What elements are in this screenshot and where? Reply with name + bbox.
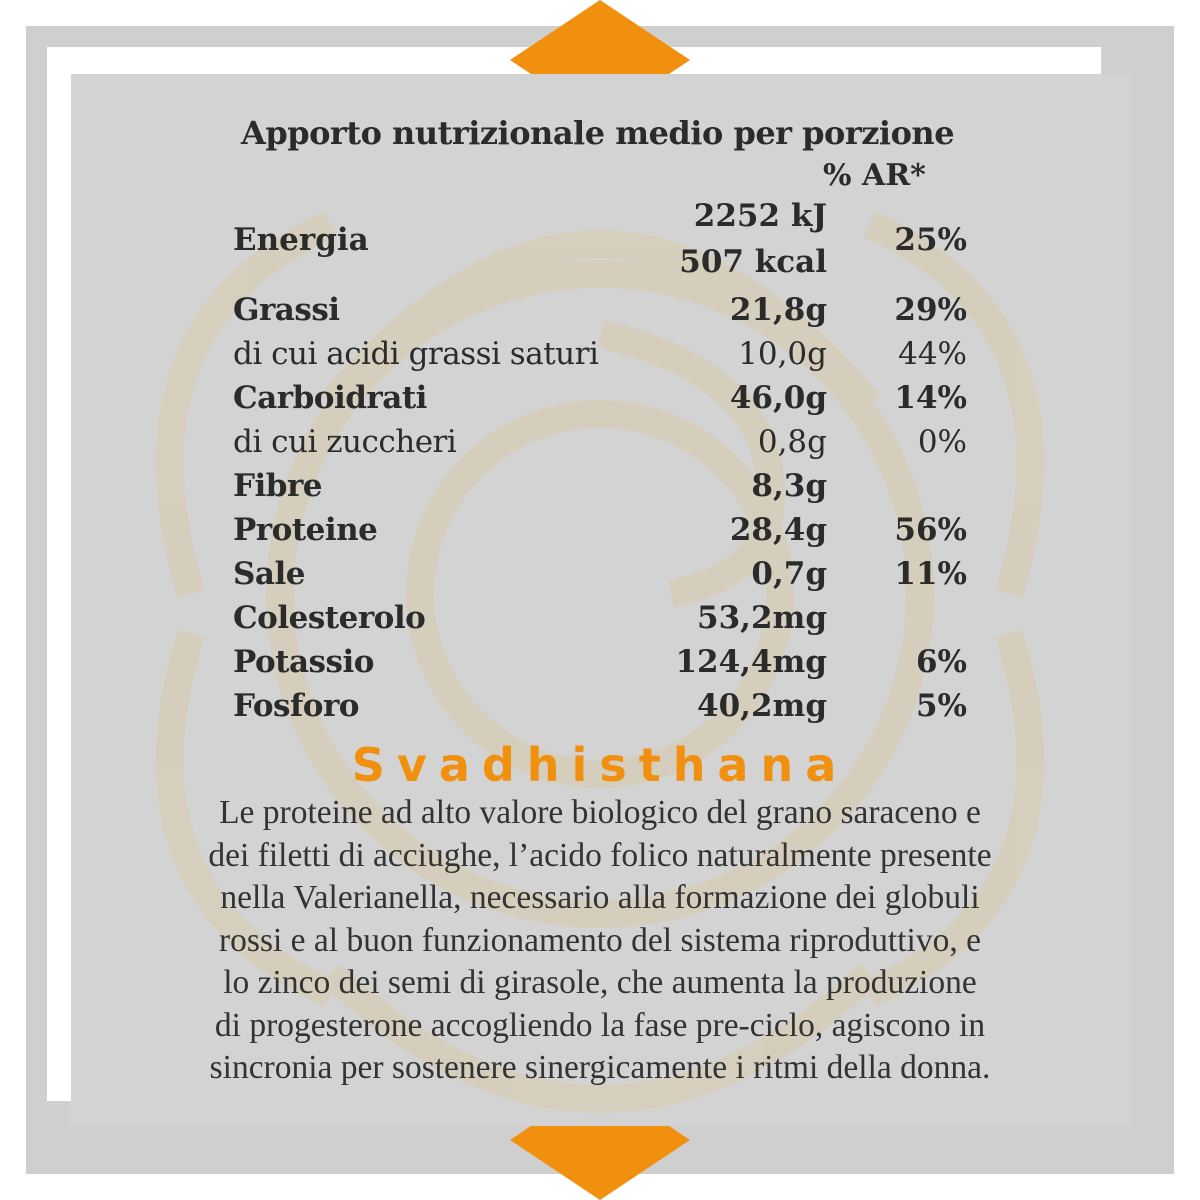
row-value: 0,8g <box>757 424 827 460</box>
table-row <box>233 424 967 468</box>
description-line: sincronia per sostenere sinergicamente i ritmi della donna. <box>209 1049 991 1086</box>
description-line: rossi e al buon funzionamento del sistema riproduttivo, e <box>219 921 981 959</box>
row-ar: 56% <box>894 512 967 548</box>
row-label: Proteine <box>233 512 378 548</box>
row-label: Fosforo <box>233 688 359 724</box>
row-label: di cui acidi grassi saturi <box>233 336 599 372</box>
table-row <box>233 600 967 644</box>
row-label: Colesterolo <box>233 600 426 636</box>
content-panel <box>71 74 1129 1126</box>
table-row <box>233 556 967 600</box>
description-line: Le proteine ad alto valore biologico del grano saraceno e <box>219 794 981 831</box>
ar-column-header: % AR* <box>823 158 926 193</box>
row-value: 28,4g <box>729 512 827 548</box>
description-line: dei filetti di acciughe, l’acido folico naturalmente presente <box>208 836 992 874</box>
table-row <box>233 292 967 336</box>
energy-label: Energia <box>233 222 369 258</box>
row-value: 46,0g <box>729 380 827 416</box>
row-label: di cui zuccheri <box>233 424 457 460</box>
energy-kcal-value: 507 kcal <box>679 244 827 280</box>
row-label: Potassio <box>233 644 374 680</box>
nutrition-title: Apporto nutrizionale medio per porzione <box>241 114 955 152</box>
row-ar: 11% <box>894 556 967 592</box>
row-label: Sale <box>233 556 305 592</box>
row-ar: 29% <box>894 292 967 328</box>
description-line: nella Valerianella, necessario alla formazione dei globuli <box>220 879 980 916</box>
row-ar: 6% <box>915 644 967 680</box>
description-paragraph <box>91 792 1109 1090</box>
table-row <box>233 336 967 380</box>
table-row <box>233 644 967 688</box>
chakra-title: Svadhisthana <box>351 738 849 792</box>
row-ar: 44% <box>898 336 967 372</box>
row-value: 8,3g <box>751 468 827 504</box>
description-line: di progesterone accogliendo la fase pre-ciclo, agiscono in <box>214 1006 986 1044</box>
row-value: 124,4mg <box>675 644 827 680</box>
row-value: 53,2mg <box>697 600 827 636</box>
table-row <box>233 688 967 732</box>
row-label: Fibre <box>233 468 323 504</box>
row-ar: 5% <box>915 688 967 724</box>
row-value: 0,7g <box>751 556 827 592</box>
description-line: lo zinco dei semi di girasole, che aumenta la produzione <box>223 964 977 1001</box>
row-label: Grassi <box>233 292 340 328</box>
energy-ar-value: 25% <box>894 222 967 258</box>
row-ar: 14% <box>894 380 967 416</box>
table-row <box>233 380 967 424</box>
row-label: Carboidrati <box>233 380 427 416</box>
row-value: 21,8g <box>729 292 827 328</box>
row-value: 10,0g <box>738 336 827 372</box>
table-row <box>233 512 967 556</box>
table-row <box>233 468 967 512</box>
energy-kj-value: 2252 kJ <box>693 198 827 234</box>
row-ar: 0% <box>917 424 967 460</box>
row-value: 40,2mg <box>697 688 827 724</box>
